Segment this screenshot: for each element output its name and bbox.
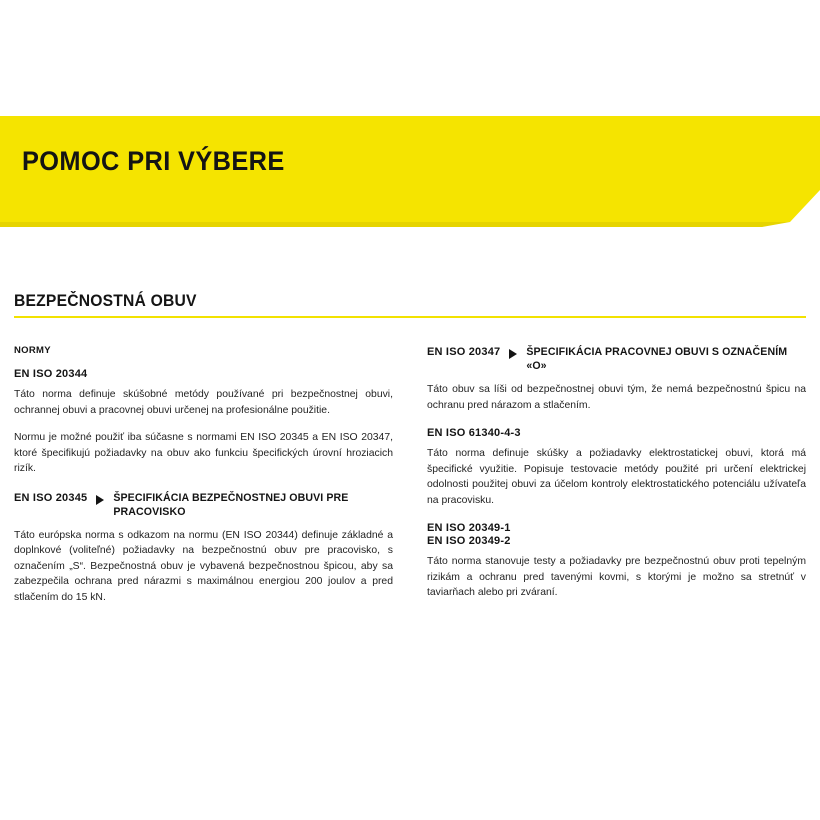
standard-paragraph: Normu je možné použiť iba súčasne s normami EN ISO 20345 a EN ISO 20347, ktoré špecifikujú požiadavky na obuv ako funkciu špecifických úrovní hroziacich rizík. bbox=[14, 432, 393, 474]
standard-block-20344 bbox=[14, 368, 393, 477]
standard-block-61340 bbox=[427, 427, 806, 508]
standard-code: EN ISO 20347 bbox=[427, 346, 501, 358]
section-divider bbox=[14, 316, 806, 318]
standard-heading-label: ŠPECIFIKÁCIA BEZPEČNOSTNEJ OBUVI PRE PRACOVISKO bbox=[113, 491, 349, 518]
standard-code: EN ISO 20345 bbox=[14, 491, 88, 504]
left-column bbox=[14, 345, 393, 605]
standard-paragraph: Táto norma definuje skúšky a požiadavky elektrostatickej obuvi, ktorá má špecifické využitie. Popisuje testovacie metódy použité pri určení elektrickej odolnosti použitej obuvi za účelom kontroly elektrostatického potenciálu užívateľa na pracovisku. bbox=[427, 448, 806, 506]
standard-heading-label: ŠPECIFIKÁCIA PRACOVNEJ OBUVI S OZNAČENÍM «O» bbox=[526, 346, 788, 372]
right-column bbox=[427, 345, 806, 605]
banner-shadow bbox=[0, 222, 790, 227]
standard-code: EN ISO 20344 bbox=[14, 368, 88, 380]
standard-block-20349 bbox=[427, 522, 806, 601]
standard-code-secondary: EN ISO 20349-2 bbox=[427, 535, 511, 547]
standard-heading-row bbox=[14, 491, 393, 519]
arrow-right-icon bbox=[509, 349, 517, 359]
standard-block-20347 bbox=[427, 345, 806, 413]
page-title: POMOC PRI VÝBERE bbox=[22, 146, 285, 176]
standard-heading-row bbox=[427, 345, 806, 373]
section-header bbox=[14, 292, 806, 318]
section-title: BEZPEČNOSTNÁ OBUV bbox=[14, 292, 197, 310]
standard-paragraph: Táto európska norma s odkazom na normu (EN ISO 20344) definuje základné a doplnkové (voliteľné) požiadavky na bezpečnostnú obuv pre pracovisko, s označením „S“. Bezpečnostná obuv je vybavená bezpečnostnou špicou, aby sa zabezpečila ochrana pred nárazmi s maximálnou energiou 200 joulov a pred stlačením do 15 kN. bbox=[14, 529, 393, 603]
standard-paragraph: Táto norma definuje skúšobné metódy používané pri bezpečnostnej obuvi, ochrannej obuvi a pracovnej obuvi určenej na profesionálne použitie. bbox=[14, 389, 393, 416]
standard-block-20345 bbox=[14, 491, 393, 606]
left-column-kicker: NORMY bbox=[14, 345, 51, 356]
standard-code: EN ISO 20349-1 bbox=[427, 522, 511, 534]
page-banner bbox=[0, 116, 820, 222]
content-columns bbox=[14, 345, 806, 605]
arrow-right-icon bbox=[96, 495, 104, 505]
standard-paragraph: Táto obuv sa líši od bezpečnostnej obuvi tým, že nemá bezpečnostnú špicu na ochranu pred nárazom a stlačením. bbox=[427, 384, 806, 411]
standard-code: EN ISO 61340-4-3 bbox=[427, 427, 521, 439]
standard-paragraph: Táto norma stanovuje testy a požiadavky pre bezpečnostnú obuv proti tepelným rizikám a ochranu pred tavenými kovmi, s ktorými je možno sa stretnúť v taviarňach alebo pri zváraní. bbox=[427, 556, 806, 598]
